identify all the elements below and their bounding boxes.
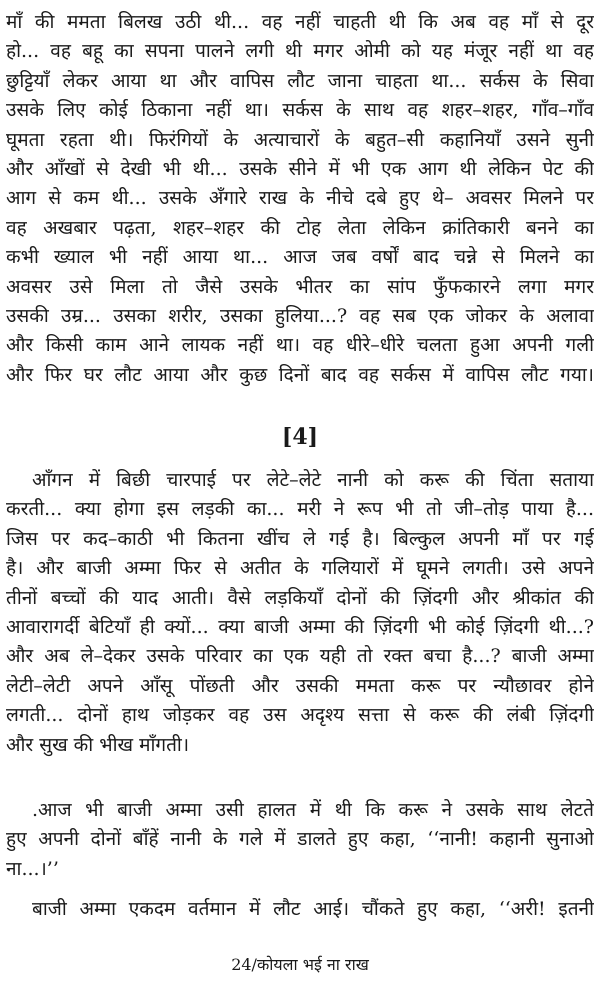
text-line: बाजी अम्मा एकदम वर्तमान में लौट आई। चौंकते हुए कहा, ‘‘अरी! इतनी [32,898,594,920]
text-line: हो... वह बहू का सपना पालने लगी थी मगर ओमी को यह मंजूर नहीं था वह [6,40,594,63]
text-line: कभी ख्याल भी नहीं आया था... आज जब वर्षों बाद चन्ने से मिलने का [6,246,594,269]
text-line: और सुख की भीख माँगती। [6,733,190,756]
text-line: उसके लिए कोई ठिकाना नहीं था। सर्कस के साथ वह शहर–शहर, गाँव–गाँव [6,99,594,122]
section-heading: [4] [281,424,319,450]
text-line: और अब ले–देकर उसके परिवार का एक यही तो रक्त बचा है...? बाजी अम्मा [6,645,594,668]
text-line: लगती... दोनों हाथ जोड़कर वह उस अदृश्य सत्ता से करू की लंबी ज़िंदगी [6,704,594,727]
paragraph-4 [6,895,594,924]
text-line: है। और बाजी अम्मा फिर से अतीत के गलियारों में घूमने लगती। उसे अपने [6,557,594,580]
text-line: आवारागर्दी बेटियाँ ही क्यों... क्या बाजी अम्मा की ज़िंदगी भी कोई ज़िंदगी थी...? [6,615,594,638]
text-line: हुए अपनी दोनों बाँहें नानी के गले में डालते हुए कहा, ‘‘नानी! कहानी सुनाओ [6,828,594,851]
paragraph-1 [6,8,594,390]
text-line: माँ की ममता बिलख उठी थी... वह नहीं चाहती थी कि अब वह माँ से दूर [6,11,594,33]
text-line: .आज भी बाजी अम्मा उसी हालत में थी कि करू ने उसके साथ लेटते [32,799,594,821]
text-line: घूमता रहता थी। फिरंगियों के अत्याचारों के बहुत–सी कहानियाँ उसने सुनी [6,128,594,151]
text-line: उसकी उम्र... उसका शरीर, उसका हुलिया...? वह सब एक जोकर के अलावा [6,304,594,327]
text-line: छुट्टियाँ लेकर आया था और वापिस लौट जाना चाहता था... सर्कस के सिवा [6,69,594,92]
text-line: आग से कम थी... उसके अँगारे राख के नीचे दबे हुए थे– अवसर मिलने पर [6,187,594,210]
text-line: और किसी काम आने लायक नहीं था। वह धीरे–धीरे चलता हुआ अपनी गली [6,334,594,357]
text-line: और आँखों से देखी भी थी... उसके सीने में भी एक आग थी लेकिन पेट की [6,157,594,180]
text-line: लेटी–लेटी अपने आँसू पोंछती और उसकी ममता करू पर न्यौछावर होने [6,674,594,697]
text-line: वह अखबार पढ़ता, शहर–शहर की टोह लेता लेकिन क्रांतिकारी बनने का [6,216,594,239]
text-line: करती... क्या होगा इस लड़की का... मरी ने रूप भी तो जी–तोड़ पाया है... [6,498,594,521]
text-line: और फिर घर लौट आया और कुछ दिनों बाद वह सर्कस में वापिस लौट गया। [6,363,594,386]
text-line: अवसर उसे मिला तो जैसे उसके भीतर का सांप फुँफकारने लगा मगर [6,275,594,298]
page-footer: 24/कोयला भई ना राख [231,955,369,974]
text-line: ना...।’’ [6,857,59,880]
text-line: आँगन में बिछी चारपाई पर लेटे–लेटे नानी को करू की चिंता सताया [32,469,594,491]
paragraph-3 [6,796,594,884]
text-line: तीनों बच्चों की याद आती। वैसे लड़कियाँ दोनों की ज़िंदगी और श्रीकांत की [6,586,594,609]
paragraph-2 [6,466,594,760]
text-line: जिस पर कद–काठी भी कितना खींच ले गई है। बिल्कुल अपनी माँ पर गई [6,527,594,550]
